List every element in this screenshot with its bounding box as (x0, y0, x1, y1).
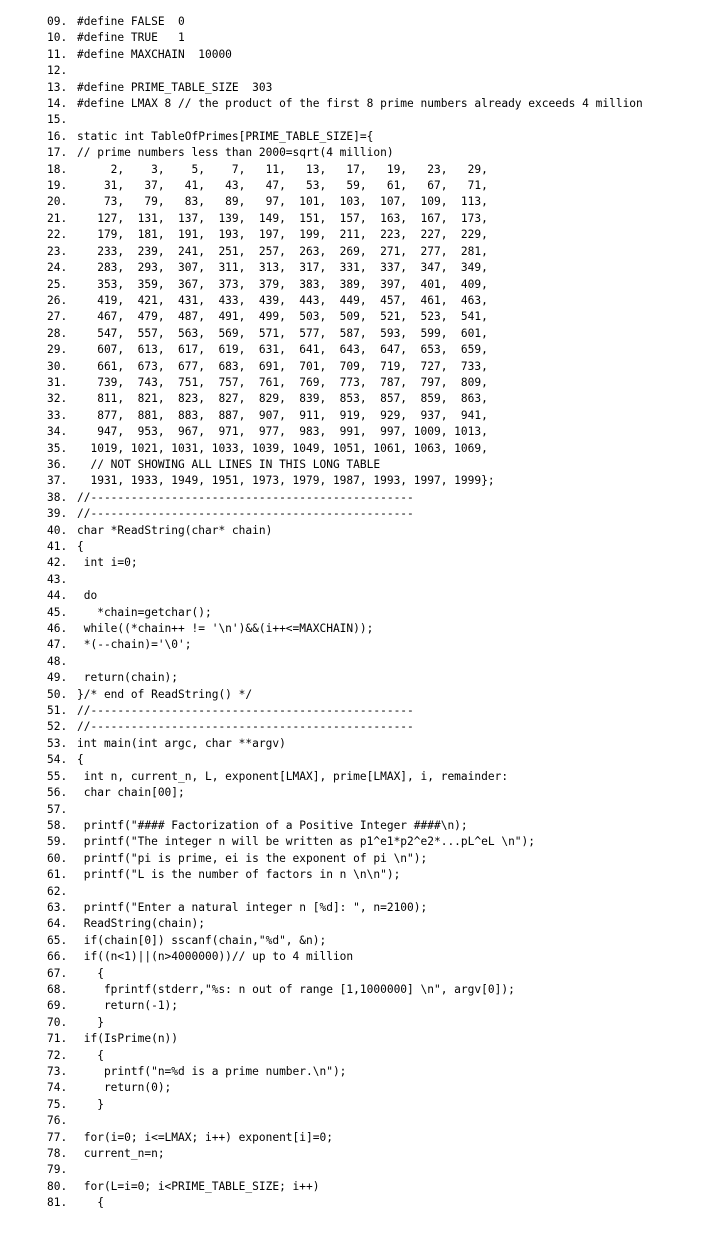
code-line (47, 572, 708, 588)
line-code: *(--chain)='\0'; (77, 638, 192, 652)
code-line (47, 244, 708, 260)
line-code: //------------------------------------------------ (77, 490, 414, 504)
code-line (47, 998, 708, 1014)
line-code: #define MAXCHAIN 10000 (77, 47, 232, 61)
line-code: 73, 79, 83, 89, 97, 101, 103, 107, 109, 113, (77, 195, 488, 209)
line-code: 233, 239, 241, 251, 257, 263, 269, 271, 277, 281, (77, 244, 488, 258)
line-number: 12. (47, 64, 68, 78)
line-number: 54. (47, 753, 68, 767)
code-line (47, 1064, 708, 1080)
code-line (47, 966, 708, 982)
line-code: 607, 613, 617, 619, 631, 641, 643, 647, 653, 659, (77, 343, 488, 357)
code-line (47, 490, 708, 506)
line-number: 36. (47, 457, 68, 471)
line-number: 47. (47, 638, 68, 652)
line-number: 10. (47, 31, 68, 45)
code-line (47, 1130, 708, 1146)
line-code: do (77, 589, 98, 603)
code-line (47, 752, 708, 768)
code-line (47, 719, 708, 735)
line-number: 76. (47, 1114, 68, 1128)
code-line (47, 63, 708, 79)
line-code: #define LMAX 8 // the product of the first 8 prime numbers already exceeds 4 million (77, 97, 643, 111)
code-line (47, 867, 708, 883)
code-line (47, 227, 708, 243)
code-line (47, 654, 708, 670)
line-number: 41. (47, 540, 68, 553)
line-number: 19. (47, 179, 68, 193)
line-code: { (77, 540, 84, 553)
line-code: { (77, 1196, 104, 1210)
line-number: 63. (47, 900, 68, 914)
line-number: 52. (47, 720, 68, 734)
line-number: 74. (47, 1081, 68, 1095)
code-line (47, 1080, 708, 1096)
code-line (47, 178, 708, 194)
line-code: ReadString(chain); (77, 917, 205, 931)
line-code: return(chain); (77, 671, 179, 685)
code-line (47, 129, 708, 145)
line-code: return(0); (77, 1081, 172, 1095)
line-number: 50. (47, 687, 68, 701)
line-number: 48. (47, 654, 68, 668)
line-code: printf("pi is prime, ei is the exponent of pi \n"); (77, 851, 428, 865)
code-line (47, 326, 708, 342)
code-line (47, 555, 708, 571)
line-number: 70. (47, 1015, 68, 1029)
line-code: } (77, 1097, 104, 1111)
line-number: 42. (47, 556, 68, 570)
code-line (47, 342, 708, 358)
line-number: 44. (47, 589, 68, 603)
line-number: 39. (47, 507, 68, 521)
line-number: 17. (47, 146, 68, 160)
line-number: 71. (47, 1032, 68, 1046)
line-number: 53. (47, 736, 68, 750)
line-code: { (77, 1048, 104, 1062)
line-code (77, 1162, 708, 1178)
code-line (47, 916, 708, 932)
code-line (47, 539, 708, 555)
line-code: fprintf(stderr,"%s: n out of range [1,1000000] \n", argv[0]); (77, 982, 515, 996)
code-line (47, 260, 708, 276)
code-line (47, 703, 708, 719)
code-line (47, 1195, 708, 1211)
line-number: 28. (47, 326, 68, 340)
line-number: 65. (47, 933, 68, 947)
line-code: // prime numbers less than 2000=sqrt(4 million) (77, 146, 394, 160)
line-code: 547, 557, 563, 569, 571, 577, 587, 593, 599, 601, (77, 326, 488, 340)
line-code: 31, 37, 41, 43, 47, 53, 59, 61, 67, 71, (77, 179, 488, 193)
code-listing (47, 14, 708, 1212)
code-line (47, 441, 708, 457)
line-number: 69. (47, 999, 68, 1013)
code-line (47, 637, 708, 653)
code-line (47, 277, 708, 293)
line-code: int n, current_n, L, exponent[LMAX], prime[LMAX], i, remainder: (77, 769, 509, 783)
code-line (47, 424, 708, 440)
line-number: 73. (47, 1065, 68, 1078)
line-number: 45. (47, 605, 68, 619)
line-code: 1931, 1933, 1949, 1951, 1973, 1979, 1987, 1993, 1997, 1999}; (77, 474, 495, 488)
line-number: 23. (47, 244, 68, 258)
line-code: printf("Enter a natural integer n [%d]: ", n=2100); (77, 900, 428, 914)
line-code (77, 572, 708, 588)
line-number: 33. (47, 408, 68, 422)
line-number: 29. (47, 343, 68, 357)
line-code: 283, 293, 307, 311, 313, 317, 331, 337, 347, 349, (77, 261, 488, 275)
line-number: 35. (47, 441, 68, 455)
line-number: 59. (47, 835, 68, 849)
line-number: 21. (47, 211, 68, 225)
line-number: 55. (47, 769, 68, 783)
code-line (47, 1162, 708, 1178)
code-line (47, 375, 708, 391)
line-code: 127, 131, 137, 139, 149, 151, 157, 163, 167, 173, (77, 211, 488, 225)
line-code: //------------------------------------------------ (77, 720, 414, 734)
line-code: int main(int argc, char **argv) (77, 736, 286, 750)
line-code: while((*chain++ != '\n')&&(i++<=MAXCHAIN)); (77, 622, 374, 636)
code-line (47, 506, 708, 522)
code-line (47, 588, 708, 604)
code-line (47, 47, 708, 63)
line-number: 32. (47, 392, 68, 406)
code-line (47, 145, 708, 161)
line-code (77, 112, 708, 128)
line-number: 11. (47, 47, 68, 61)
line-code: 353, 359, 367, 373, 379, 383, 389, 397, 401, 409, (77, 277, 488, 291)
line-number: 34. (47, 425, 68, 439)
code-line (47, 884, 708, 900)
code-line (47, 785, 708, 801)
line-code: current_n=n; (77, 1147, 165, 1161)
line-code: if(IsPrime(n)) (77, 1032, 179, 1046)
line-number: 58. (47, 818, 68, 832)
line-number: 80. (47, 1179, 68, 1193)
line-number: 40. (47, 523, 68, 537)
code-line (47, 96, 708, 112)
line-code: 179, 181, 191, 193, 197, 199, 211, 223, 227, 229, (77, 228, 488, 242)
line-code: #define PRIME_TABLE_SIZE 303 (77, 80, 273, 94)
line-code: { (77, 966, 104, 980)
line-number: 25. (47, 277, 68, 291)
code-line (47, 1015, 708, 1031)
line-number: 43. (47, 572, 68, 586)
line-number: 31. (47, 375, 68, 389)
line-number: 30. (47, 359, 68, 373)
line-code: for(i=0; i<=LMAX; i++) exponent[i]=0; (77, 1130, 333, 1144)
line-code (77, 1113, 708, 1129)
line-number: 56. (47, 786, 68, 800)
line-code: 947, 953, 967, 971, 977, 983, 991, 997, 1009, 1013, (77, 425, 488, 439)
code-line (47, 457, 708, 473)
line-code: 1019, 1021, 1031, 1033, 1039, 1049, 1051, 1061, 1063, 1069, (77, 441, 488, 455)
code-line (47, 769, 708, 785)
line-number: 15. (47, 113, 68, 127)
line-code: *chain=getchar(); (77, 605, 212, 619)
line-number: 18. (47, 162, 68, 176)
code-line (47, 670, 708, 686)
line-code (77, 884, 708, 900)
line-number: 37. (47, 474, 68, 488)
line-number: 14. (47, 97, 68, 111)
code-line (47, 834, 708, 850)
code-line (47, 1146, 708, 1162)
line-code: { (77, 753, 84, 767)
code-line (47, 112, 708, 128)
code-line (47, 293, 708, 309)
line-number: 09. (47, 15, 68, 28)
line-code: char chain[00]; (77, 786, 185, 800)
line-number: 49. (47, 671, 68, 685)
line-code: return(-1); (77, 999, 179, 1013)
line-code: }/* end of ReadString() */ (77, 687, 253, 701)
code-line (47, 1113, 708, 1129)
line-code: 467, 479, 487, 491, 499, 503, 509, 521, 523, 541, (77, 310, 488, 324)
line-number: 81. (47, 1196, 68, 1210)
line-number: 26. (47, 293, 68, 307)
code-line (47, 1097, 708, 1113)
code-line (47, 818, 708, 834)
line-code (77, 63, 708, 79)
code-line (47, 309, 708, 325)
line-number: 78. (47, 1147, 68, 1161)
line-code: 877, 881, 883, 887, 907, 911, 919, 929, 937, 941, (77, 408, 488, 422)
code-line (47, 1031, 708, 1047)
line-code: 811, 821, 823, 827, 829, 839, 853, 857, 859, 863, (77, 392, 488, 406)
code-line (47, 523, 708, 539)
line-code: #define FALSE 0 (77, 15, 185, 28)
code-line (47, 900, 708, 916)
line-code: // NOT SHOWING ALL LINES IN THIS LONG TABLE (77, 457, 381, 471)
code-line (47, 933, 708, 949)
line-number: 51. (47, 704, 68, 718)
line-code: static int TableOfPrimes[PRIME_TABLE_SIZE]={ (77, 129, 374, 143)
code-line (47, 949, 708, 965)
code-line (47, 982, 708, 998)
line-number: 22. (47, 228, 68, 242)
line-code: 661, 673, 677, 683, 691, 701, 709, 719, 727, 733, (77, 359, 488, 373)
code-line (47, 473, 708, 489)
line-number: 20. (47, 195, 68, 209)
code-line (47, 80, 708, 96)
line-number: 46. (47, 622, 68, 636)
code-line (47, 736, 708, 752)
code-line (47, 30, 708, 46)
line-number: 61. (47, 868, 68, 882)
line-number: 77. (47, 1130, 68, 1144)
line-code: printf("n=%d is a prime number.\n"); (77, 1065, 347, 1078)
code-line (47, 605, 708, 621)
code-line (47, 14, 708, 30)
line-number: 16. (47, 129, 68, 143)
line-code: printf("The integer n will be written as p1^e1*p2^e2*...pL^eL \n"); (77, 835, 536, 849)
line-code: 2, 3, 5, 7, 11, 13, 17, 19, 23, 29, (77, 162, 488, 176)
code-line (47, 802, 708, 818)
line-number: 27. (47, 310, 68, 324)
line-code (77, 802, 708, 818)
line-code: if(chain[0]) sscanf(chain,"%d", &n); (77, 933, 327, 947)
code-line (47, 1179, 708, 1195)
code-line (47, 162, 708, 178)
line-number: 66. (47, 950, 68, 964)
line-code: for(L=i=0; i<PRIME_TABLE_SIZE; i++) (77, 1179, 320, 1193)
line-number: 38. (47, 490, 68, 504)
line-number: 62. (47, 884, 68, 898)
code-line (47, 211, 708, 227)
line-code: char *ReadString(char* chain) (77, 523, 273, 537)
code-line (47, 408, 708, 424)
line-code: 739, 743, 751, 757, 761, 769, 773, 787, 797, 809, (77, 375, 488, 389)
line-number: 60. (47, 851, 68, 865)
line-code: 419, 421, 431, 433, 439, 443, 449, 457, 461, 463, (77, 293, 488, 307)
line-code (77, 654, 708, 670)
line-code: if((n<1)||(n>4000000))// up to 4 million (77, 950, 354, 964)
line-number: 72. (47, 1048, 68, 1062)
line-code: //------------------------------------------------ (77, 507, 414, 521)
code-line (47, 1048, 708, 1064)
code-line (47, 359, 708, 375)
code-line (47, 687, 708, 703)
line-number: 13. (47, 80, 68, 94)
line-code: } (77, 1015, 104, 1029)
code-line (47, 194, 708, 210)
line-number: 68. (47, 982, 68, 996)
line-number: 64. (47, 917, 68, 931)
line-number: 67. (47, 966, 68, 980)
code-line (47, 391, 708, 407)
line-code: printf("#### Factorization of a Positive Integer ####\n); (77, 818, 468, 832)
line-code: printf("L is the number of factors in n \n\n"); (77, 868, 401, 882)
line-code: //------------------------------------------------ (77, 704, 414, 718)
line-code: int i=0; (77, 556, 138, 570)
line-code: #define TRUE 1 (77, 31, 185, 45)
code-line (47, 621, 708, 637)
line-number: 57. (47, 802, 68, 816)
line-number: 79. (47, 1163, 68, 1177)
code-line (47, 851, 708, 867)
line-number: 75. (47, 1097, 68, 1111)
line-number: 24. (47, 261, 68, 275)
